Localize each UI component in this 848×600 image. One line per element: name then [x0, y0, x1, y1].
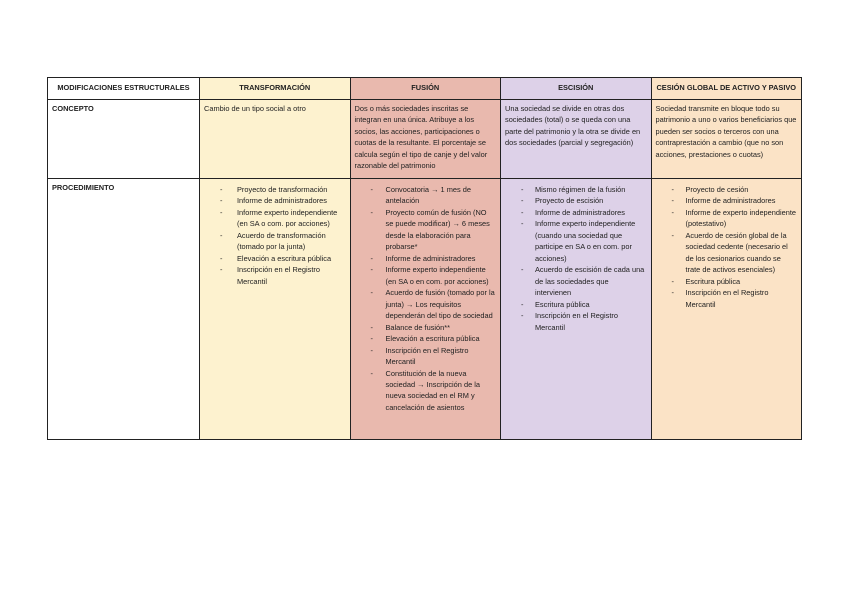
list-item: - Informe de administradores [204, 195, 346, 206]
list-item: - Informe de administradores [656, 195, 798, 206]
list-item: - Proyecto de escisión [505, 195, 647, 206]
list-item: - Convocatoria → 1 mes de antelación [355, 184, 497, 207]
header-escision: ESCISIÓN [501, 78, 652, 100]
list-item: - Constitución de la nueva sociedad → Inscripción de la nueva sociedad en el RM y cancelación de asientos [355, 368, 497, 414]
list-item: - Acuerdo de transformación (tomado por la junta) [204, 230, 346, 253]
concept-fusion: Dos o más sociedades inscritas se integran en una única. Atribuye a los socios, las acciones, participaciones o cuotas de la resultante. El porcentaje se calcula según el tipo de canje y del valor razonable del patrimonio [350, 100, 501, 179]
steps-list-fusion [355, 184, 497, 413]
list-item: - Acuerdo de cesión global de la sociedad cedente (necesario el de los cesionarios cuando se trate de activos esenciales) [656, 230, 798, 276]
header-fusion: FUSIÓN [350, 78, 501, 100]
procedure-cesion [651, 179, 802, 440]
list-item: - Informe de administradores [355, 253, 497, 264]
steps-list-cesion [656, 184, 798, 310]
list-item: - Proyecto común de fusión (NO se puede modificar) → 6 meses desde la elaboración para probarse* [355, 207, 497, 253]
procedure-escision [501, 179, 652, 440]
list-item: - Escritura pública [505, 299, 647, 310]
list-item: - Informe experto independiente (en SA o en com. por acciones) [355, 264, 497, 287]
list-item: - Acuerdo de escisión de cada una de las sociedades que intervienen [505, 264, 647, 298]
list-item: - Informe de administradores [505, 207, 647, 218]
header-modificaciones: MODIFICACIONES ESTRUCTURALES [48, 78, 200, 100]
list-item: - Informe experto independiente (en SA o com. por acciones) [204, 207, 346, 230]
concept-escision: Una sociedad se divide en otras dos sociedades (total) o se queda con una parte del patrimonio y la otra se divide en dos sociedades (parcial y segregación) [501, 100, 652, 179]
list-item: - Informe experto independiente (cuando una sociedad que participe en SA o en com. por acciones) [505, 218, 647, 264]
procedure-transformacion [200, 179, 351, 440]
list-item: - Acuerdo de fusión (tomado por la junta) → Los requisitos dependerán del tipo de sociedad [355, 287, 497, 321]
concept-row [48, 100, 802, 179]
list-item: - Inscripción en el Registro Mercantil [656, 287, 798, 310]
steps-list-transformacion [204, 184, 346, 287]
list-item: - Escritura pública [656, 276, 798, 287]
procedure-fusion [350, 179, 501, 440]
list-item: - Elevación a escritura pública [204, 253, 346, 264]
list-item: - Informe de experto independiente (potestativo) [656, 207, 798, 230]
concept-transformacion: Cambio de un tipo social a otro [200, 100, 351, 179]
list-item: - Inscripción en el Registro Mercantil [355, 345, 497, 368]
comparison-table [47, 77, 802, 440]
concept-cesion: Sociedad transmite en bloque todo su patrimonio a uno o varios beneficiarios que pueden ser socios o terceros con una contraprestación a cambio (que no son acciones, prestaciones o cuotas) [651, 100, 802, 179]
list-item: - Elevación a escritura pública [355, 333, 497, 344]
procedure-label: PROCEDIMIENTO [48, 179, 200, 440]
list-item: - Inscripción en el Registro Mercantil [505, 310, 647, 333]
concept-label: CONCEPTO [48, 100, 200, 179]
header-cesion: CESIÓN GLOBAL DE ACTIVO Y PASIVO [651, 78, 802, 100]
list-item: - Inscripción en el Registro Mercantil [204, 264, 346, 287]
header-row [48, 78, 802, 100]
list-item: - Proyecto de transformación [204, 184, 346, 195]
list-item: - Proyecto de cesión [656, 184, 798, 195]
procedure-row [48, 179, 802, 440]
list-item: - Mismo régimen de la fusión [505, 184, 647, 195]
header-transformacion: TRANSFORMACIÓN [200, 78, 351, 100]
steps-list-escision [505, 184, 647, 333]
list-item: - Balance de fusión** [355, 322, 497, 333]
